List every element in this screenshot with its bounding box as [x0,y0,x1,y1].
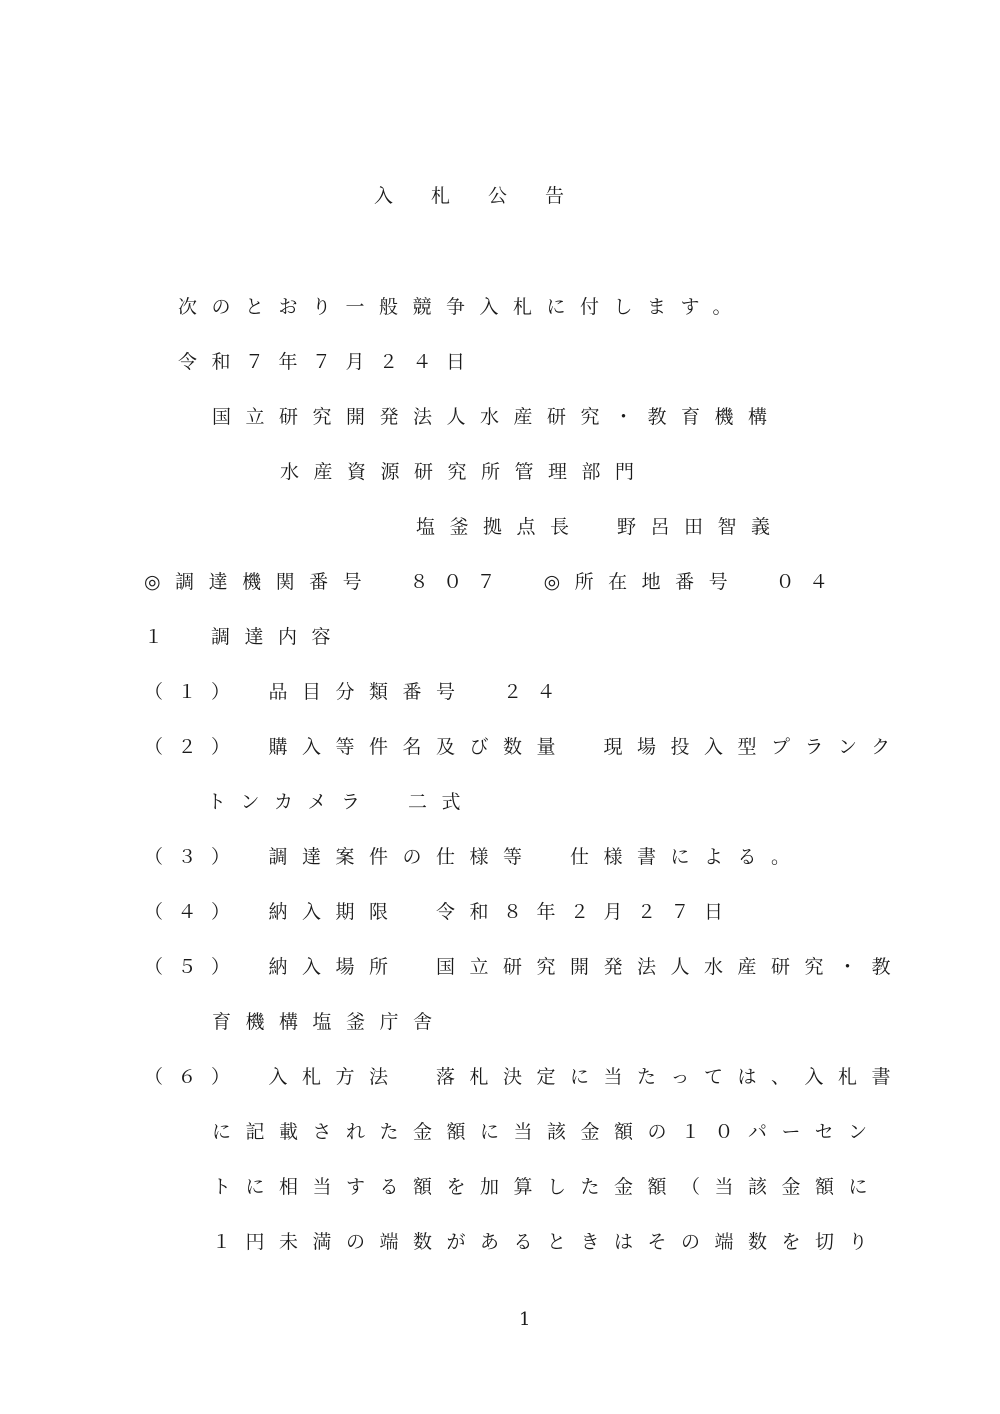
procurement-codes: ◎調達機関番号 ８０７ ◎所在地番号 ０４ [144,571,843,593]
item-6-cont-2: トに相当する額を加算した金額（当該金額に [212,1176,883,1198]
item-5-cont: 育機構塩釜庁舎 [212,1011,447,1033]
item-2-cont: トンカメラ 二式 [207,791,476,813]
item-1: （１） 品目分類番号 ２４ [144,681,571,703]
section-heading: １ 調達内容 [144,626,346,648]
page-number: 1 [519,1309,531,1330]
item-2: （２） 購入等件名及び数量 現場投入型プランク [144,736,905,758]
issuer-dept: 水産資源研究所管理部門 [280,461,649,483]
item-4: （４） 納入期限 令和８年２月２７日 [144,901,738,923]
intro-line: 次のとおり一般競争入札に付します。 [178,296,746,318]
issuer-org: 国立研究開発法人水産研究・教育機構 [212,406,782,428]
item-6-cont-3: １円未満の端数があるときはその端数を切り [212,1231,883,1253]
item-6-cont-1: に記載された金額に当該金額の１０パーセン [212,1121,882,1143]
item-6: （６） 入札方法 落札決定に当たっては、入札書 [144,1066,906,1088]
page-title: 入 札 公 告 [374,185,565,207]
date-line: 令和７年７月２４日 [178,351,480,373]
issuer-name: 塩釜拠点長 野呂田智義 [416,516,785,538]
item-3: （３） 調達案件の仕様等 仕様書による。 [144,846,805,868]
item-5: （５） 納入場所 国立研究開発法人水産研究・教 [144,956,906,978]
